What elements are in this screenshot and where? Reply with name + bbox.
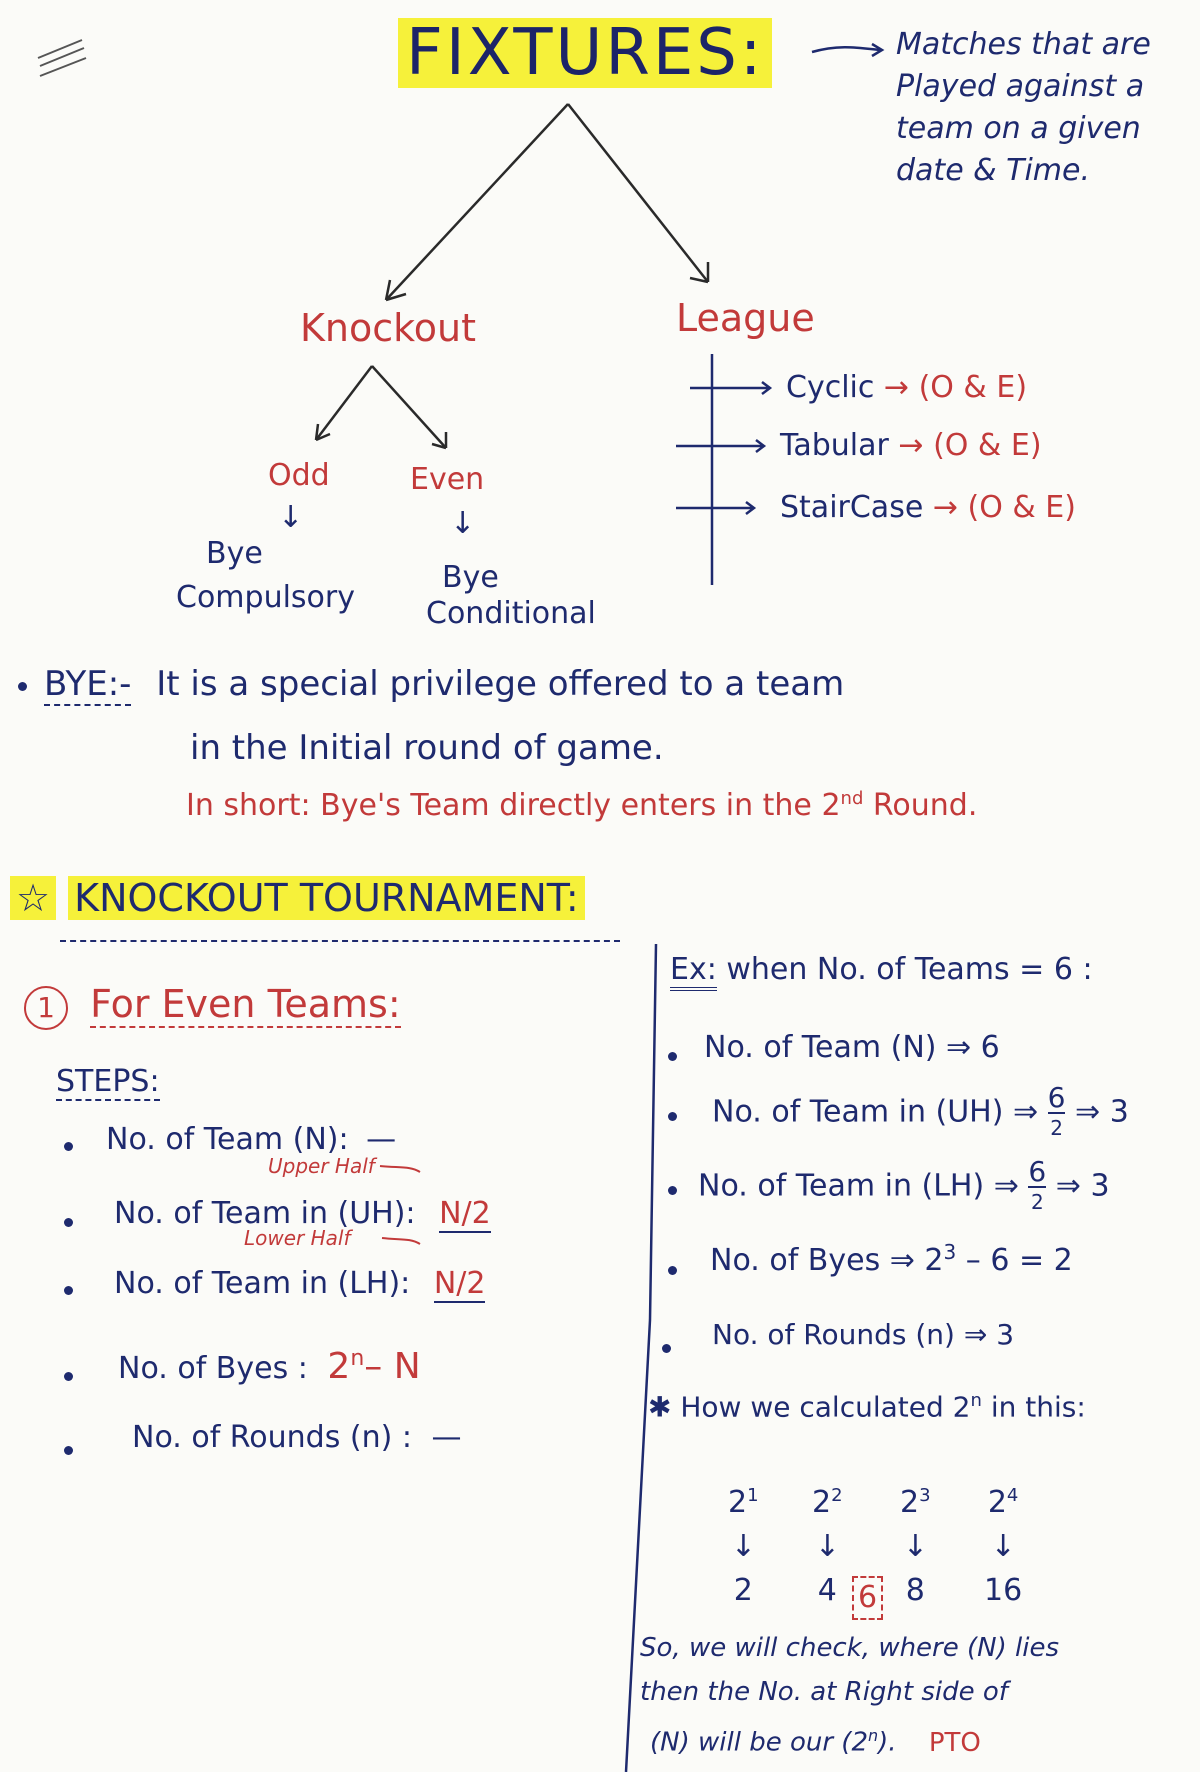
even-conditional-line: Conditional (426, 596, 596, 631)
round-word: Round. (872, 788, 978, 823)
down-arrow-icon: ↓ (814, 1529, 840, 1564)
definition-line: Played against a (896, 69, 1145, 104)
even-arrow-icon: ↓ (450, 506, 476, 541)
byes-rest: – 6 = 2 (965, 1243, 1073, 1278)
step-label: No. of Team in (LH): (114, 1266, 411, 1301)
power-base: 2 (900, 1485, 920, 1520)
step-bullet (64, 1218, 73, 1227)
league-label: League (676, 296, 815, 340)
bye-bullet (18, 682, 27, 691)
lower-half-note: Lower Half (244, 1226, 351, 1250)
example-rounds: No. of Rounds (n) ⇒ 3 (712, 1318, 1015, 1351)
definition-line: team on a given (896, 111, 1141, 146)
pto-note: PTO (928, 1727, 981, 1758)
power-base: 2 (987, 1485, 1007, 1520)
round-ordinal-suffix: nd (840, 788, 864, 809)
step-label: No. of Team (N): (106, 1122, 349, 1157)
conclusion-line: So, we will check, where (N) lies (640, 1633, 1059, 1663)
star-icon: ☆ (10, 876, 56, 920)
how-rest: in this: (990, 1390, 1086, 1424)
fixtures-definition (896, 24, 1151, 192)
round-ordinal: 2 (821, 788, 841, 823)
fraction-numerator: 6 (1047, 1081, 1066, 1114)
power-value: 4 (817, 1573, 837, 1608)
power-expr (728, 1474, 759, 1525)
power-exp: 3 (919, 1485, 931, 1506)
example-bullet (668, 1112, 677, 1121)
example-label: Ex: (670, 952, 717, 991)
power-expr (812, 1474, 843, 1525)
in-short-text: Bye's Team directly enters in the (320, 788, 812, 823)
odd-compulsory-line: Compulsory (176, 580, 355, 615)
step-bullet (64, 1142, 73, 1151)
example-label-text: No. of Team in (UH) ⇒ (712, 1094, 1039, 1130)
byes-label: No. of Byes ⇒ 2 (710, 1243, 944, 1278)
example-condition: when No. of Teams = 6 : (726, 952, 1093, 987)
odd-bye-line: Bye (206, 536, 263, 571)
byes-formula (327, 1346, 420, 1387)
power-base: 2 (728, 1485, 748, 1520)
example-team-count: No. of Team (N) ⇒ 6 (704, 1030, 1000, 1065)
formula-rest: – N (364, 1346, 421, 1387)
page-title: FIXTURES: (398, 18, 772, 88)
example-label-text: No. of Team in (LH) ⇒ (698, 1168, 1019, 1204)
odd-arrow-icon: ↓ (278, 500, 304, 535)
down-arrow-icon: ↓ (902, 1529, 928, 1564)
how-label: ✱ How we calculated 2 (648, 1390, 971, 1424)
fraction (1047, 1081, 1066, 1142)
power-exp: 4 (1006, 1485, 1019, 1506)
example-bullet (668, 1186, 677, 1195)
step-label: No. of Rounds (n) : (132, 1420, 412, 1455)
knockout-tournament-title: KNOCKOUT TOURNAMENT: (68, 876, 584, 920)
step-value: — (431, 1420, 462, 1455)
definition-line: date & Time. (896, 153, 1090, 188)
step-bullet (64, 1286, 73, 1295)
example-heading (670, 952, 1093, 987)
step-team-count (106, 1122, 396, 1157)
league-item-name: Tabular (780, 428, 889, 463)
even-teams-title: For Even Teams: (90, 982, 401, 1026)
league-item-cyclic (786, 370, 1027, 405)
league-item-tag: → (O & E) (898, 428, 1042, 463)
knockout-tournament-heading (10, 876, 585, 920)
even-bye-line: Bye (442, 560, 499, 595)
league-item-tag: → (O & E) (883, 370, 1028, 405)
step-number-badge: 1 (24, 986, 68, 1030)
even-teams-heading (24, 982, 401, 1030)
fraction-denominator: 2 (1030, 1190, 1044, 1214)
formula-base: 2 (327, 1346, 351, 1387)
definition-line: Matches that are (896, 27, 1151, 62)
example-bullet (668, 1266, 677, 1275)
step-label: No. of Team in (UH): (114, 1196, 416, 1231)
power-value: 2 (733, 1573, 753, 1608)
bye-line-2: in the Initial round of game. (190, 728, 664, 768)
step-value: — (366, 1122, 397, 1157)
example-result: ⇒ 3 (1055, 1168, 1110, 1204)
upper-half-note: Upper Half (268, 1154, 375, 1178)
power-expr (984, 1474, 1022, 1525)
step-bullet (64, 1372, 73, 1381)
step-label: No. of Byes : (118, 1351, 308, 1386)
step-byes (118, 1346, 421, 1387)
example-bullet (662, 1344, 671, 1353)
step-bullet (64, 1446, 73, 1455)
odd-label: Odd (268, 458, 330, 493)
conclusion (640, 1626, 1059, 1765)
example-result: ⇒ 3 (1075, 1094, 1129, 1130)
bye-line-1 (44, 664, 844, 704)
highlighted-team-count: 6 (852, 1576, 883, 1620)
step-value: N/2 (433, 1266, 486, 1301)
league-item-tag: → (O & E) (932, 490, 1076, 525)
power-column (812, 1474, 843, 1613)
power-column (984, 1474, 1022, 1613)
power-base: 2 (812, 1485, 832, 1520)
conclusion-end: ). (878, 1727, 897, 1758)
power-exp: 2 (831, 1485, 843, 1506)
conclusion-exponent: n (868, 1726, 879, 1745)
conclusion-line-3 (640, 1714, 1059, 1765)
down-arrow-icon: ↓ (730, 1529, 756, 1564)
bye-in-short (186, 788, 977, 823)
league-item-staircase (780, 490, 1076, 525)
how-calculated (648, 1390, 1086, 1423)
power-exp: 1 (747, 1485, 759, 1506)
power-expr (900, 1474, 931, 1525)
knockout-label: Knockout (300, 306, 477, 350)
example-upper-half (712, 1081, 1129, 1142)
power-column (900, 1474, 931, 1613)
example-byes (710, 1240, 1073, 1278)
steps-label: STEPS: (56, 1064, 160, 1099)
power-value: 16 (984, 1573, 1023, 1608)
power-column (728, 1474, 759, 1613)
bye-label: BYE:- (44, 664, 132, 704)
step-rounds (132, 1420, 462, 1455)
step-lower-half (114, 1266, 485, 1301)
league-item-name: Cyclic (786, 370, 875, 405)
down-arrow-icon: ↓ (990, 1529, 1016, 1564)
example-bullet (668, 1052, 677, 1061)
conclusion-text: (N) will be our (2 (650, 1727, 868, 1758)
fraction (1028, 1155, 1047, 1216)
byes-exponent: 3 (943, 1240, 957, 1264)
league-item-name: StairCase (780, 490, 924, 525)
conclusion-line: then the No. at Right side of (640, 1677, 1008, 1707)
fraction-denominator: 2 (1050, 1116, 1063, 1140)
power-value: 8 (905, 1573, 925, 1608)
fraction-numerator: 6 (1028, 1155, 1047, 1188)
heading-underline (60, 940, 620, 942)
league-item-tabular (780, 428, 1042, 463)
example-lower-half (698, 1155, 1110, 1216)
even-label: Even (410, 462, 485, 497)
bye-definition: It is a special privilege offered to a team (156, 664, 845, 704)
formula-exponent: n (350, 1346, 365, 1371)
how-exponent: n (970, 1390, 982, 1411)
in-short-label: In short: (186, 788, 311, 823)
step-value: N/2 (439, 1196, 491, 1231)
